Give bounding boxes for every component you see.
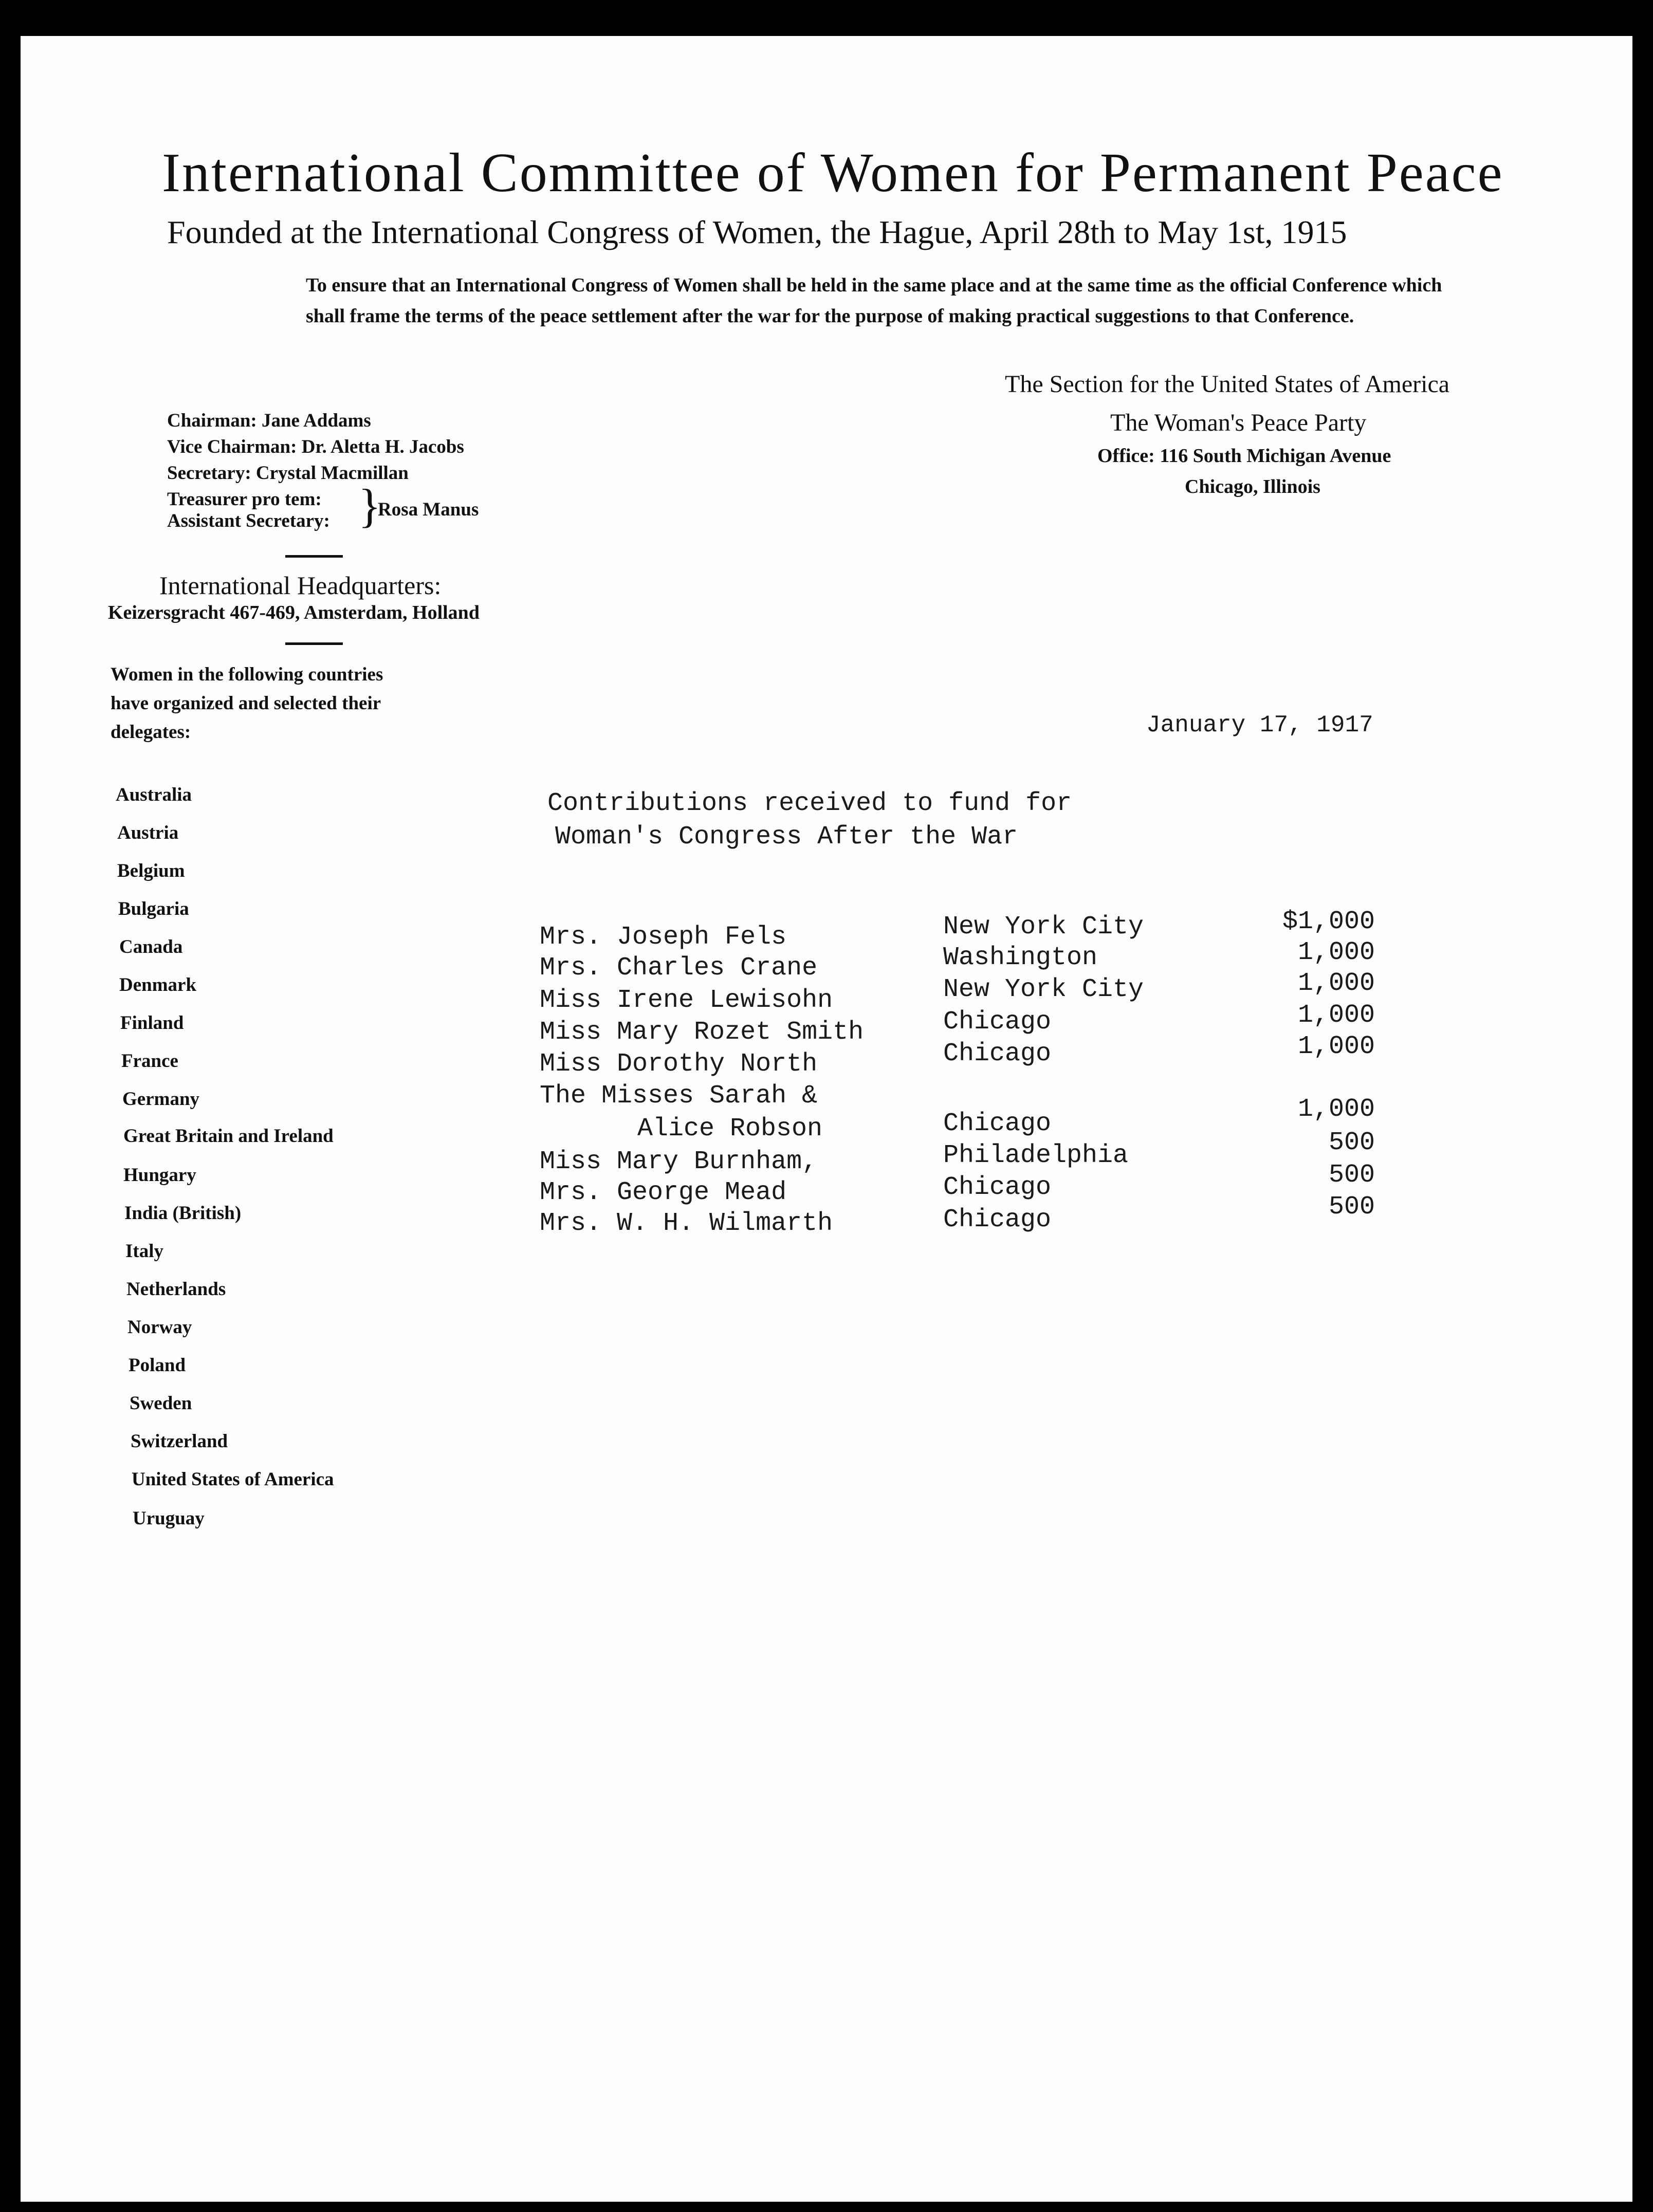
contributor-city: Chicago [943,1205,1052,1234]
country-item: Hungary [123,1165,196,1186]
divider [285,642,343,645]
country-item: India (British) [124,1203,242,1224]
contributor-amount: 1,000 [1297,1032,1375,1061]
country-item: Switzerland [131,1431,228,1452]
us-section-title: The Section for the United States of America [1005,371,1450,398]
contributor-amount: 500 [1328,1128,1375,1157]
headquarters-address: Keizersgracht 467-469, Amsterdam, Holland [108,602,480,623]
us-section-city: Chicago, Illinois [1185,476,1320,497]
country-item: Italy [125,1241,163,1262]
contributor-name: Miss Mary Burnham, [540,1147,818,1176]
contributor-amount: 1,000 [1297,938,1375,967]
contributor-amount: 1,000 [1297,969,1375,998]
officer-treasurer-label: Treasurer pro tem: [167,489,322,510]
contributor-city: Washington [943,943,1098,972]
contributor-name: Mrs. Charles Crane [540,953,818,983]
country-item: Austria [117,822,179,843]
country-item: Netherlands [126,1279,226,1300]
country-item: Uruguay [133,1508,205,1529]
letter-heading-line2: Woman's Congress After the War [555,822,1018,852]
us-section-office: Office: 116 South Michigan Avenue [1097,445,1391,467]
contributor-city: New York City [943,975,1144,1004]
letter-heading-line1: Contributions received to fund for [547,789,1072,818]
officer-brace: } [358,480,381,532]
letterhead-purpose: To ensure that an International Congress of Women shall be held in the same place and at the same time as the official Conference which shall frame the terms of the peace settlement after the war for the purpose of making practical suggestions to that Conference. [306,274,1442,327]
contributor-name: Miss Irene Lewisohn [540,986,833,1015]
contributor-city: Chicago [943,1007,1052,1037]
contributor-name: The Misses Sarah & [540,1081,818,1111]
country-item: Norway [127,1317,192,1338]
country-item: Finland [120,1012,184,1034]
contributor-name: Mrs. Joseph Fels [540,923,787,952]
headquarters-title: International Headquarters: [159,571,442,600]
country-item: France [121,1050,178,1072]
letter-page [21,36,1632,2202]
contributor-name: Miss Dorothy North [540,1049,818,1079]
officer-secretary: Secretary: Crystal Macmillan [167,463,409,484]
letterhead-title: International Committee of Women for Permanent Peace [162,142,1504,204]
contributor-city: Chicago [943,1173,1052,1202]
country-item: Great Britain and Ireland [123,1126,334,1147]
country-item: Canada [119,936,183,957]
country-item: United States of America [132,1469,334,1490]
officer-assistant-secretary-label: Assistant Secretary: [167,510,330,531]
contributor-city: Chicago [943,1039,1052,1068]
contributor-name: Miss Mary Rozet Smith [540,1018,864,1047]
contributor-amount: 1,000 [1297,1095,1375,1124]
contributor-name: Mrs. George Mead [540,1178,787,1207]
officer-chairman: Chairman: Jane Addams [167,410,371,431]
countries-intro: Women in the following countries have organized and selected their delegates: [111,664,383,743]
contributor-amount: 1,000 [1297,1001,1375,1030]
officer-treasurer-name: Rosa Manus [378,499,479,520]
contributor-city: New York City [943,912,1144,942]
country-item: Poland [128,1355,186,1376]
country-item: Sweden [130,1393,192,1414]
contributor-name: Alice Robson [637,1114,823,1144]
country-item: Belgium [117,860,185,881]
letter-date: January 17, 1917 [1146,712,1373,739]
officer-vice-chairman: Vice Chairman: Dr. Aletta H. Jacobs [167,436,464,457]
contributor-name: Mrs. W. H. Wilmarth [540,1209,833,1238]
divider [285,555,343,558]
country-item: Germany [122,1089,200,1110]
contributor-city: Philadelphia [943,1141,1129,1170]
contributor-amount: $1,000 [1282,907,1375,936]
contributor-amount: 500 [1328,1192,1375,1222]
contributor-amount: 500 [1328,1160,1375,1190]
country-item: Denmark [119,974,197,996]
us-section-party: The Woman's Peace Party [1110,409,1367,436]
contributor-city: Chicago [943,1109,1052,1138]
letterhead-subtitle: Founded at the International Congress of Women, the Hague, April 28th to May 1st, 1915 [167,214,1347,250]
country-item: Bulgaria [118,898,189,919]
country-item: Australia [116,784,192,805]
